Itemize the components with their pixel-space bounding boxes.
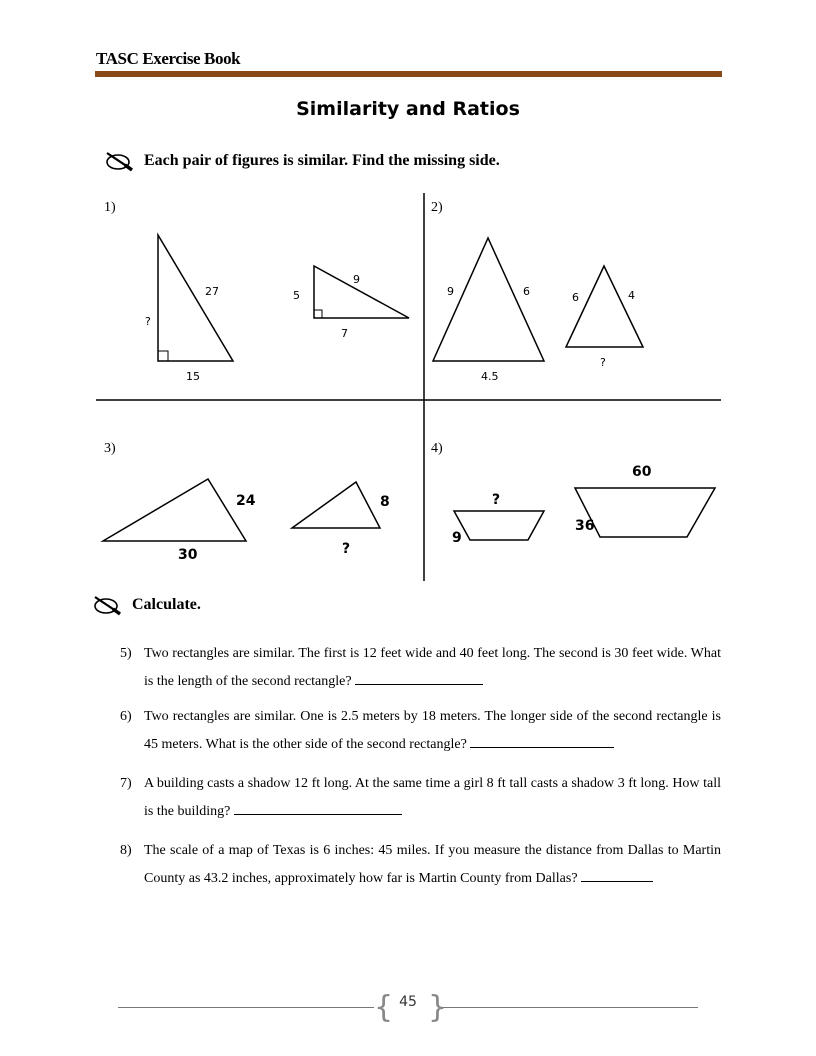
instruction-calculate-text: Calculate.	[132, 596, 201, 613]
figure-4-number: 4)	[431, 441, 443, 456]
figure-4-large-side-label: 36	[575, 518, 595, 534]
figure-1-large-hypotenuse-label: 27	[205, 285, 219, 298]
page-title: Similarity and Ratios	[296, 98, 520, 120]
problem-5	[120, 640, 721, 695]
figure-4-small-side-label: 9	[452, 530, 462, 546]
figure-3-large-base-label: 30	[178, 547, 198, 563]
footer-rule-right	[442, 1007, 698, 1008]
figure-1-small-base-label: 7	[341, 327, 348, 340]
problem-6	[120, 703, 721, 758]
figure-2-small-base-label: ?	[600, 356, 606, 369]
figure-1-triangle-large	[158, 235, 233, 361]
answer-blank[interactable]	[581, 867, 653, 882]
figure-3-large-side-label: 24	[236, 493, 256, 509]
figure-3-triangle-small	[292, 482, 380, 528]
pencil-icon	[92, 594, 122, 616]
figure-4-large-top-label: 60	[632, 464, 652, 480]
figure-1-large-base-label: 15	[186, 370, 200, 383]
figure-4-trapezoid-large	[575, 488, 715, 537]
left-brace-icon: {	[374, 990, 394, 1025]
problem-number: 7)	[120, 776, 132, 791]
figure-1-small-hypotenuse-label: 9	[353, 273, 360, 286]
figure-2-number: 2)	[431, 200, 443, 215]
instruction-similar-text: Each pair of figures is similar. Find the missing side.	[144, 152, 500, 169]
problem-number: 6)	[120, 709, 132, 724]
problem-text: A building casts a shadow 12 ft long. At the same time a girl 8 ft tall casts a shadow 3 ft long. How tall is the building?	[144, 776, 721, 819]
problem-text: Two rectangles are similar. The first is 12 feet wide and 40 feet long. The second is 30 feet wide. What is the length of the second rectangle?	[144, 646, 721, 689]
problem-list	[120, 640, 721, 900]
footer-rule-left	[118, 1007, 374, 1008]
figure-3-small-side-label: 8	[380, 494, 390, 510]
answer-blank[interactable]	[470, 733, 614, 748]
figure-3-triangle-large	[103, 479, 246, 541]
page-number: 45	[399, 994, 417, 1010]
right-brace-icon: }	[428, 990, 448, 1025]
figure-2-triangle-large	[433, 238, 544, 361]
figure-1-triangle-small	[314, 266, 409, 318]
figure-2-triangle-small	[566, 266, 643, 347]
problem-text: The scale of a map of Texas is 6 inches: 45 miles. If you measure the distance from Dallas to Martin County as 43.2 inches, approximately how far is Martin County from Dallas?	[144, 843, 721, 886]
problem-number: 5)	[120, 646, 132, 661]
figure-2-large-base-label: 4.5	[481, 370, 499, 383]
figure-1-large-leg-label: ?	[145, 315, 151, 328]
figure-4-trapezoid-small	[454, 511, 544, 540]
figure-1-small-leg-label: 5	[293, 289, 300, 302]
figure-2-small-left-label: 6	[572, 291, 579, 304]
answer-blank[interactable]	[355, 670, 483, 685]
figure-2-large-right-label: 6	[523, 285, 530, 298]
figure-3-small-base-label: ?	[342, 541, 351, 557]
problem-text: Two rectangles are similar. One is 2.5 meters by 18 meters. The longer side of the second rectangle is 45 meters. What is the other side of the second rectangle?	[144, 709, 721, 752]
figure-2-small-right-label: 4	[628, 289, 635, 302]
problem-number: 8)	[120, 843, 132, 858]
problem-7	[120, 770, 721, 825]
figure-2-large-left-label: 9	[447, 285, 454, 298]
figure-3-number: 3)	[104, 441, 116, 456]
figure-1-number: 1)	[104, 200, 116, 215]
problem-8	[120, 837, 721, 892]
instruction-calculate	[92, 594, 201, 616]
figure-4-small-top-label: ?	[492, 492, 501, 508]
answer-blank[interactable]	[234, 800, 402, 815]
header-title: TASC Exercise Book	[96, 49, 241, 68]
